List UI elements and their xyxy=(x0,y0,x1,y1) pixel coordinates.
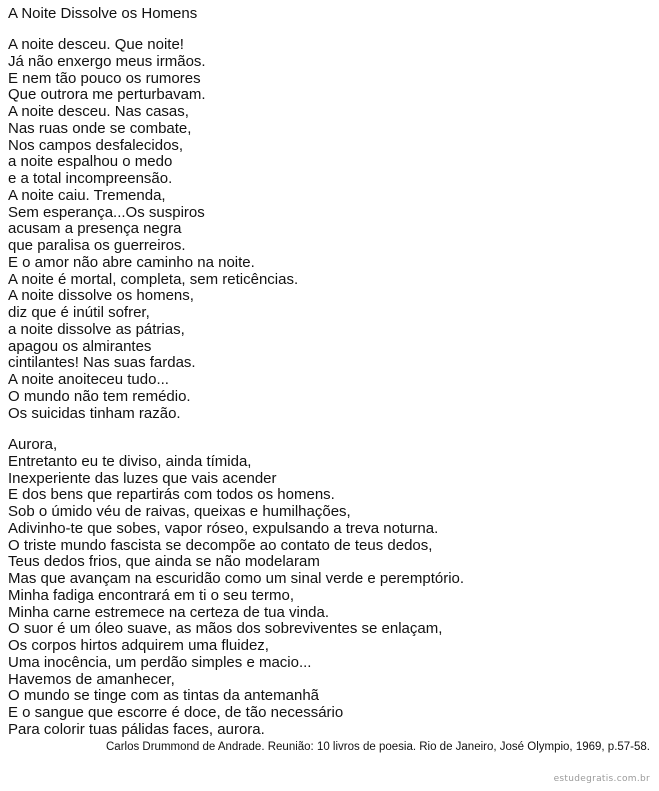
poem-line: E nem tão pouco os rumores xyxy=(8,69,201,87)
poem-line: Os suicidas tinham razão. xyxy=(8,404,181,422)
poem-line: Já não enxergo meus irmãos. xyxy=(8,52,206,70)
poem-stanza-1 xyxy=(8,37,298,422)
poem-line: e a total incompreensão. xyxy=(8,170,173,187)
poem-line: Os corpos hirtos adquirem uma fluidez, xyxy=(8,637,269,654)
poem-line: diz que é inútil sofrer, xyxy=(8,304,150,321)
poem-line: A noite anoiteceu tudo... xyxy=(8,371,169,388)
poem-line: A noite desceu. Nas casas, xyxy=(8,103,189,120)
poem-line: a noite dissolve as pátrias, xyxy=(8,320,185,338)
poem-line: cintilantes! Nas suas fardas. xyxy=(8,354,196,372)
poem-line: Havemos de amanhecer, xyxy=(8,670,175,688)
poem-line: A noite caiu. Tremenda, xyxy=(8,186,166,204)
poem-line: O suor é um óleo suave, as mãos dos sobreviventes se enlaçam, xyxy=(8,620,443,638)
poem-line: acusam a presença negra xyxy=(8,220,182,238)
poem-line: Teus dedos frios, que ainda se não modelaram xyxy=(8,553,320,571)
poem-line: Minha carne estremece na certeza de tua vinda. xyxy=(8,603,330,621)
poem-line: Uma inocência, um perdão simples e macio... xyxy=(8,653,312,671)
poem-line: Inexperiente das luzes que vais acender xyxy=(8,469,277,487)
poem-line: que paralisa os guerreiros. xyxy=(8,237,186,254)
poem-line: E dos bens que repartirás com todos os homens. xyxy=(8,486,335,504)
poem-line: A noite dissolve os homens, xyxy=(8,287,194,305)
poem-line: Adivinho-te que sobes, vapor róseo, expulsando a treva noturna. xyxy=(8,519,439,537)
poem-line: Sob o úmido véu de raivas, queixas e humilhações, xyxy=(8,503,351,520)
poem-title: A Noite Dissolve os Homens xyxy=(8,5,198,22)
poem-line: Minha fadiga encontrará em ti o seu termo, xyxy=(8,586,294,604)
poem-stanza-2 xyxy=(8,437,464,739)
poem-line: O triste mundo fascista se decompõe ao contato de teus dedos, xyxy=(8,536,433,554)
poem-line: A noite é mortal, completa, sem reticências. xyxy=(8,270,299,288)
poem-line: O mundo não tem remédio. xyxy=(8,387,191,405)
poem-line: a noite espalhou o medo xyxy=(8,153,173,171)
poem-line: Mas que avançam na escuridão como um sinal verde e peremptório. xyxy=(8,570,465,587)
poem-line: Aurora, xyxy=(8,436,58,453)
site-watermark: estudegratis.com.br xyxy=(553,774,650,784)
poem-line: Sem esperança...Os suspiros xyxy=(8,203,205,221)
poem-line: O mundo se tinge com as tintas da antemanhã xyxy=(8,687,320,705)
poem-line: Que outrora me perturbavam. xyxy=(8,86,206,104)
poem-line: Nas ruas onde se combate, xyxy=(8,119,192,137)
poem-line: Para colorir tuas pálidas faces, aurora. xyxy=(8,720,265,738)
poem-line: E o sangue que escorre é doce, de tão necessário xyxy=(8,704,344,721)
poem-line: Nos campos desfalecidos, xyxy=(8,136,184,154)
poem-line: E o amor não abre caminho na noite. xyxy=(8,253,255,271)
poem-line: Entretanto eu te diviso, ainda tímida, xyxy=(8,452,252,470)
poem-citation: Carlos Drummond de Andrade. Reunião: 10 livros de poesia. Rio de Janeiro, José Olympio, 1969, p.57-58. xyxy=(106,741,650,753)
poem-line: apagou os almirantes xyxy=(8,337,152,355)
poem-line: A noite desceu. Que noite! xyxy=(8,36,184,53)
